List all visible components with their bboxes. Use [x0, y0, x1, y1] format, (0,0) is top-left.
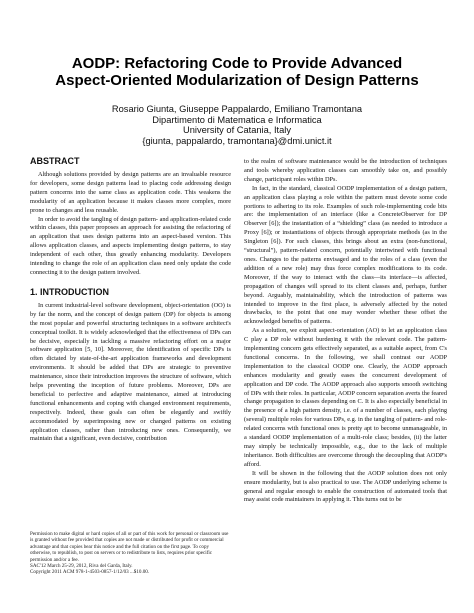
- introduction-paragraph-1: In current industrial-level software development, object-orientation (OO) is by far the norm, and the concept of design pattern (DP) for objects is among the most popular and powerful structuring techniques in a software architect's conceptual toolkit. It is widely acknowledged that the effectiveness of DPs can be decisive, especially in tackling a massive refactoring effort on a major software application [5, 10]. Moreover, the identification of specific DPs is often dictated by state-of-the-art application frameworks and development environments. It should be added that DPs are strategic to preventive maintenance, since their introduction improves the structure of software, which helps preventing the inception of future problems. Moreover, DPs are beneficial to perfective and adaptive maintenance, aimed at introducing functional enhancements and coping with changed environment requirements, respectively. Indeed, these goals can often be elegantly and swiftly accommodated by superimposing new or changed patterns on existing application classes, rather than introducing new ones. Consequently, we maintain that a significant, even decisive, contribution: [30, 301, 231, 443]
- abstract-paragraph-2: In order to avoid the tangling of design pattern- and application-related code within classes, this paper proposes an approach for assisting the refactoring of an application that uses design patterns into an aspect-based version. This allows application classes, and aspects implementing design patterns, to stay independent of each other, thus greatly enhancing modularity. Developers intending to change the role of an application class need only update the code connecting it to the design pattern involved.: [30, 215, 231, 276]
- title-line-2: Aspect-Oriented Modularization of Design Patterns: [55, 72, 419, 89]
- author-block: [60, 104, 414, 146]
- permission-footnote: [30, 531, 231, 576]
- footnote-text: Permission to make digital or hard copies of all or part of this work for personal or classroom use is granted without fee provided that copies are not made or distributed for profit or commercial advantage and that copies bear this notice and the full citation on the first page. To copy otherwise, to republish, to post on servers or to redistribute to lists, requires prior specific permission and/or a fee.: [30, 531, 229, 563]
- author-department: Dipartimento di Matematica e Informatica: [152, 114, 322, 125]
- paper-title: [30, 55, 444, 89]
- right-paragraph-4: It will be shown in the following that the AODP solution does not only ensure modularity, but is also practical to use. The AODP underlying scheme is general and regular enough to enable the construction of automated tools that may assist code maintainers in applying it. This turns out to be: [244, 469, 447, 504]
- left-column: [30, 156, 231, 444]
- footnote-conference: SAC'12 March 25-29, 2012, Riva del Garda, Italy.: [30, 563, 133, 570]
- right-paragraph-3: As a solution, we exploit aspect-orientation (AO) to let an application class C play a DP role without burdening it with the relevant code. The pattern-implementing concern gets effectively separated, as a suitable aspect, from C's functional concerns. In the following, we shall contrast our AODP implementation to the classical OODP one. Clearly, the AODP approach enhances modularity and greatly eases the concurrent development of application and DP code. The AODP approach also supports smooth switching of DPs with their roles. In particular, AODP concern separation averts the feared change propagation to classes depending on C. It is also especially beneficial in the presence of a high pattern density, i.e. of a number of classes, each playing (several) multiple roles for various DPs, e.g. in the tangling of pattern- and role-related concerns with functional ones is pretty apt to become unmanageable, in a standard OODP implementation of a multi-role class; besides, (ii) the latter may simply be technically impossible, e.g., due to the lack of multiple inheritance. Both difficulties are overcome through the decoupling that AODP's afford.: [244, 327, 447, 468]
- right-column: [244, 158, 447, 505]
- abstract-heading: ABSTRACT: [30, 156, 80, 166]
- title-line-1: AODP: Refactoring Code to Provide Advanced: [71, 55, 403, 72]
- author-names: Rosario Giunta, Giuseppe Pappalardo, Emiliano Tramontana: [111, 104, 363, 114]
- abstract-paragraph-1: Although solutions provided by design patterns are an invaluable resource for developers, some design patterns lead to placing code addressing design pattern concerns into the same class as application code. This weakens the modularity of an application because it makes classes more complex, more prone to changes and less reusable.: [30, 171, 231, 214]
- author-emails: {giunta, pappalardo, tramontana}@dmi.unict.it: [142, 135, 332, 146]
- right-paragraph-1: to the realm of software maintenance would be the introduction of techniques and tools whereby application classes can smoothly take on, and possibly change, participant roles within DPs.: [244, 158, 447, 183]
- footnote-copyright: Copyright 2011 ACM 978-1-4503-0857-1/12/03 ...$10.00.: [30, 569, 150, 576]
- right-paragraph-2: In fact, in the standard, classical OODP implementation of a design pattern, an application class playing a role within the pattern must devote some code portions to adhering to its role. Examples of such role-implementing code bits are: the implementation of an interface (like a ConcreteObserver for DP Observer [6]); the instantiation of a “shielding” class (as needed to introduce a Proxy [6]); or instantiations of objects through appropriate methods (as in the Singleton [6]). For such classes, this brings about an extra (non-functional, “structural”), pattern-related concern, potentially intertwined with functional ones. Changes to the patterns envisaged and to the roles of a class (even the addition of a new role) may thus force complex modifications to its code. Moreover, if the way to interact with the class—its interface—is affected, propagation of changes will spread to its client classes and, perhaps, further beyond. Arguably, maintainability, which the introduction of patterns was intended to improve in the first place, is adversely affected by the noted drawbacks, to the point that one may wonder whether these offset the acknowledged benefits of patterns.: [244, 184, 447, 326]
- author-university: University of Catania, Italy: [183, 125, 291, 136]
- introduction-heading: 1. INTRODUCTION: [30, 286, 110, 297]
